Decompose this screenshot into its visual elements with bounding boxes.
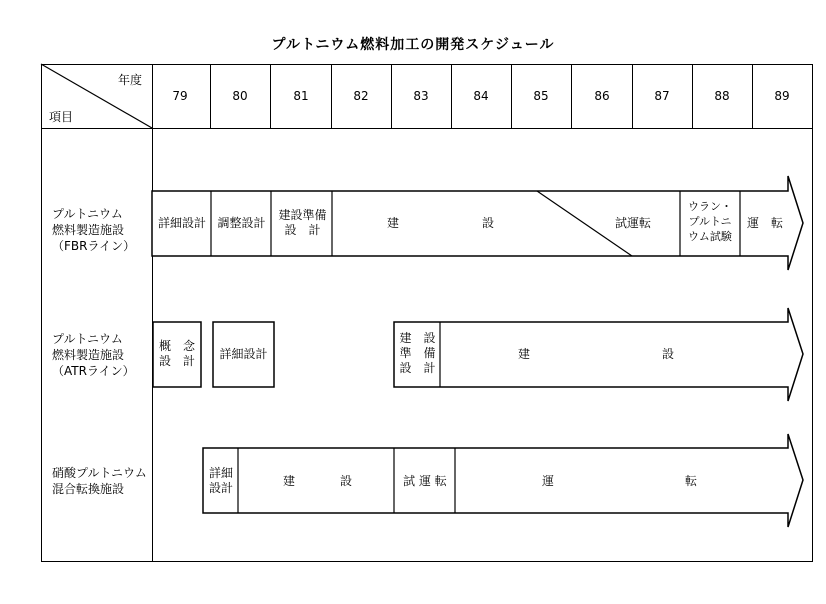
atr-stage-prep-design: 建 設 準 備 設 計: [399, 331, 436, 375]
conv-stage-trial-run: 試 運 転: [403, 474, 447, 488]
row-label-conversion: 硝酸プルトニウム 混合転換施設: [52, 466, 147, 496]
year-86: 86: [594, 89, 610, 103]
year-83: 83: [413, 89, 429, 103]
atr-stage-construction-1: 建: [517, 347, 530, 361]
page-title: プルトニウム燃料加工の開発スケジュール: [271, 37, 555, 53]
header-year-label: 年度: [118, 73, 143, 87]
conv-stage-construction-2: 設: [339, 474, 352, 488]
fbr-stage-trial-run: 試運転: [614, 216, 651, 230]
atr-stage-concept-design: 概 念 設 計: [158, 339, 195, 368]
header-item-label: 項目: [49, 110, 74, 124]
fbr-stage-prep-design: 建設準備 設 計: [278, 208, 327, 237]
year-79: 79: [172, 89, 188, 103]
conv-stage-operation-2: 転: [684, 474, 697, 488]
fbr-stage-detail-design: 詳細設計: [157, 216, 206, 230]
year-81: 81: [293, 89, 309, 103]
conv-stage-operation-1: 運: [541, 474, 554, 488]
fbr-stage-uranium-test: ウラン・ プルトニ ウム試験: [688, 200, 732, 243]
row-label-fbr: プルトニウム 燃料製造施設 （FBRライン）: [52, 207, 136, 253]
year-85: 85: [533, 89, 549, 103]
year-87: 87: [654, 89, 670, 103]
conv-stage-detail-design: 詳細 設計: [208, 466, 233, 495]
fbr-stage-construction-2: 設: [481, 216, 494, 230]
row-label-atr: プルトニウム 燃料製造施設 （ATRライン）: [52, 332, 135, 378]
conv-stage-construction-1: 建: [282, 474, 295, 488]
atr-stage-detail-design: 詳細設計: [219, 347, 268, 361]
fbr-stage-operation: 運 転: [746, 216, 783, 230]
atr-stage-construction-2: 設: [661, 347, 674, 361]
fbr-stage-construction-1: 建: [386, 216, 399, 230]
year-80: 80: [232, 89, 248, 103]
year-82: 82: [353, 89, 369, 103]
year-84: 84: [473, 89, 489, 103]
fbr-stage-adjust-design: 調整設計: [217, 216, 266, 230]
year-88: 88: [714, 89, 730, 103]
year-89: 89: [774, 89, 790, 103]
